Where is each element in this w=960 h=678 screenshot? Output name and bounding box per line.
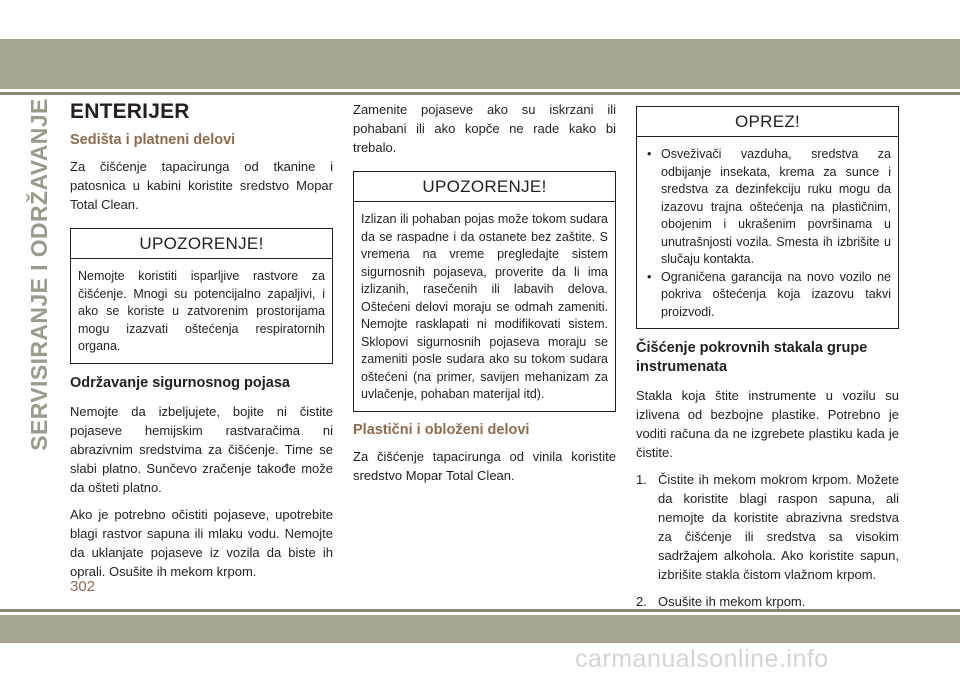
subheading-seatbelt: Održavanje sigurnosnog pojasa	[70, 374, 290, 391]
warning-box	[353, 171, 616, 412]
warning-title: UPOZORENJE!	[71, 229, 332, 259]
footer-rule	[0, 609, 960, 612]
watermark: carmanualsonline.info	[575, 645, 829, 673]
header-rule	[0, 92, 960, 95]
step-number: 1.	[636, 472, 647, 487]
paragraph: Stakla koja štite instrumente u vozilu su izlivena od bezbojne plastike. Potrebno je voditi računa da ne izgrebete plastiku kada je čistite.	[636, 388, 899, 460]
chapter-side-title-text: SERVISIRANJE I ODRŽAVANJE	[25, 97, 52, 451]
step-text: Čistite ih mekom mokrom krpom. Možete da koristite blagi raspon sapuna, ali nemojte da koristite abrazivna sredstva za čišćenje ili sredstva sa visokim sadržajem alkohola. Ako koristite sapun, izbrišite stakla čistom vlažnom krpom.	[658, 472, 899, 582]
steps-list	[636, 470, 899, 611]
warning-box	[70, 228, 333, 364]
column-1	[70, 100, 333, 589]
paragraph: Zamenite pojaseve ako su iskrzani ili pohabani ili ako kopče ne rade kako bi trebalo.	[353, 102, 616, 155]
subheading-instrument-glass: Čišćenje pokrovnih stakala grupe instrumenata	[636, 340, 868, 375]
warning-title: UPOZORENJE!	[354, 172, 615, 202]
caution-item: • Osveživači vazduha, sredstva za odbijanje insekata, krema za sunce i sredstva za dezinfekciju ruku mogu da izazovu trajna oštećenja na plastičnim, obojenim i ukrašenim površinama u unutrašnjosti vozila. Smesta ih izbrišite u slučaju kontakta.	[644, 146, 891, 269]
top-margin	[0, 0, 960, 39]
section-heading: ENTERIJER	[70, 100, 190, 123]
step-number: 2.	[636, 594, 647, 609]
page-number: 302	[70, 578, 96, 595]
footer-band	[0, 615, 960, 643]
header-band	[0, 39, 960, 89]
caution-item: • Ograničena garancija na novo vozilo ne pokriva oštećenja koja izazovu takvi proizvodi.	[644, 269, 891, 322]
step-item	[636, 470, 899, 584]
subheading-plastic: Plastični i obloženi delovi	[353, 421, 530, 438]
step-text: Osušite ih mekom krpom.	[658, 594, 806, 609]
caution-title: OPREZ!	[637, 107, 898, 137]
column-2	[353, 100, 616, 493]
chapter-side-title	[24, 97, 54, 451]
caution-body	[637, 137, 898, 328]
paragraph: Nemojte da izbeljujete, bojite ni čistite pojaseve hemijskim rastvaračima ni abrazivnim sredstvima za čišćenje. Time se slabi platno. Sunčevo zračenje takođe može da ošteti platno.	[70, 403, 333, 495]
paragraph: Za čišćenje tapacirunga od tkanine i patosnica u kabini koristite sredstvo Mopar Total Clean.	[70, 159, 333, 212]
caution-list	[644, 146, 891, 321]
caution-box	[636, 106, 899, 329]
column-3	[636, 106, 899, 619]
paragraph: Ako je potrebno očistiti pojaseve, upotrebite blagi rastvor sapuna ili mlaku vodu. Nemojte da uklanjate pojaseve iz vozila da biste ih oprali. Osušite ih mekom krpom.	[70, 506, 333, 579]
warning-body: Izlizan ili pohaban pojas može tokom sudara da se raspadne i da ostanete bez zaštite. S vremena na vreme pregledajte sistem sigurnosnih pojaseva, proverite da li ima izlizanih, rasečenih ili labavih delova. Oštećeni delovi moraju se odmah zameniti. Nemojte rasklapati ni modifikovati sistem. Sklopovi sigurnosnih pojaseva moraju se zameniti posle sudara ako su tokom sudara oštećeni (na primer, savijen mehanizam za uvlačenje, pohaban materijal itd).	[361, 212, 608, 401]
subheading-seats: Sedišta i platneni delovi	[70, 132, 236, 148]
warning-body: Nemojte koristiti isparljive rastvore za čišćenje. Mnogi su potencijalno zapaljivi, i ako se koriste u zatvorenim prostorijama mogu izazvati oštećenja respiratornih organa.	[78, 269, 325, 353]
paragraph: Za čišćenje tapacirunga od vinila koristite sredstvo Mopar Total Clean.	[353, 448, 616, 483]
